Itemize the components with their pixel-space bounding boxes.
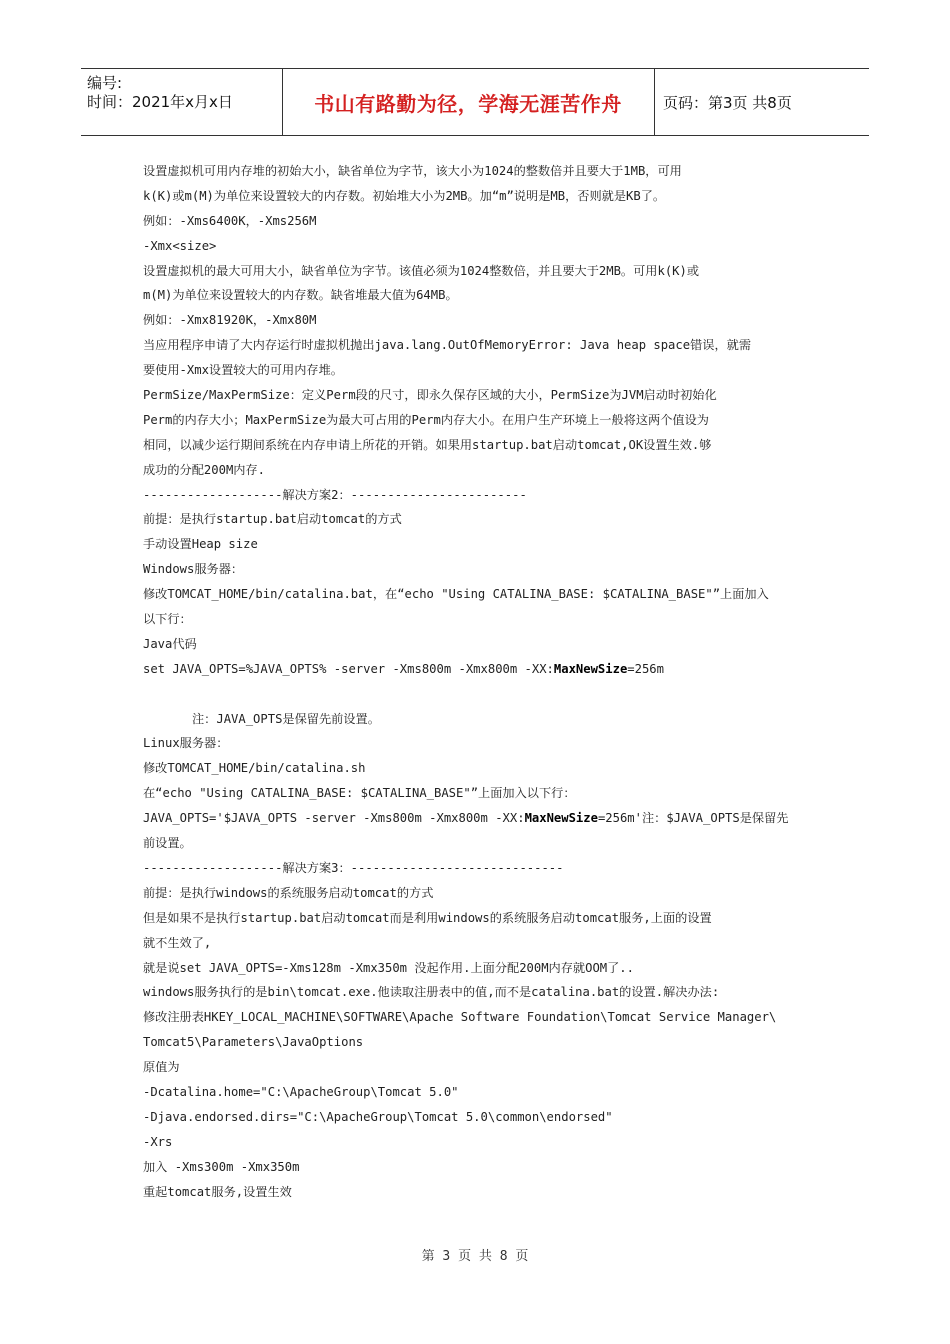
text-line: 前设置。 <box>143 836 192 851</box>
document-date: 时间：2021年x月x日 <box>87 93 233 111</box>
document-body <box>143 159 813 1204</box>
text-line: windows服务执行的是bin\tomcat.exe.他读取注册表中的值,而不是catalina.bat的设置.解决办法: <box>143 985 720 1000</box>
text-line: -------------------解决方案3：----------------------------- <box>143 860 564 875</box>
text-line: -Djava.endorsed.dirs="C:\ApacheGroup\Tomcat 5.0\common\endorsed" <box>143 1109 613 1124</box>
text-line: 在“echo "Using CATALINA_BASE: $CATALINA_BASE"”上面加入以下行： <box>143 786 576 801</box>
code-keyword: MaxNewSize <box>524 811 598 826</box>
text-line: -Xmx<size> <box>143 238 217 253</box>
text-line: 重起tomcat服务,设置生效 <box>143 1184 292 1199</box>
page-footer: 第 3 页 共 8 页 <box>421 1249 529 1264</box>
text-line: 修改TOMCAT_HOME/bin/catalina.bat，在“echo "Using CATALINA_BASE: $CATALINA_BASE"”上面加入 <box>143 587 769 602</box>
text-line: k(K)或m(M)为单位来设置较大的内存数。初始堆大小为2MB。加“m”说明是MB，否则就是KB了。 <box>143 188 666 203</box>
code-text: =256m <box>627 661 664 676</box>
text-line: 前提：是执行windows的系统服务启动tomcat的方式 <box>143 885 434 900</box>
text-line: 相同，以减少运行期间系统在内存申请上所花的开销。如果用startup.bat启动tomcat,OK设置生效.够 <box>143 437 712 452</box>
text-line: Perm的内存大小；MaxPermSize为最大可占用的Perm内存大小。在用户生产环境上一般将这两个值设为 <box>143 412 709 427</box>
text-line: 设置虚拟机可用内存堆的初始大小，缺省单位为字节，该大小为1024的整数倍并且要大于1MB，可用 <box>143 164 682 178</box>
text-line: PermSize/MaxPermSize：定义Perm段的尺寸，即永久保存区域的大小，PermSize为JVM启动时初始化 <box>143 388 717 403</box>
text-line: 要使用-Xmx设置较大的可用内存堆。 <box>143 363 343 378</box>
text-line: -------------------解决方案2：------------------------ <box>143 487 527 502</box>
text-line <box>143 657 813 682</box>
text-line: 就不生效了, <box>143 935 212 950</box>
code-text: =256m'注：$JAVA_OPTS是保留先 <box>597 811 789 826</box>
text-line: 以下行： <box>143 612 192 627</box>
code-text: JAVA_OPTS='$JAVA_OPTS -server -Xms800m -Xmx800m -XX: <box>143 811 525 826</box>
text-line: 例如：-Xmx81920K，-Xmx80M <box>143 313 317 328</box>
text-line: 注：JAVA_OPTS是保留先前设置。 <box>192 711 380 726</box>
text-line: 但是如果不是执行startup.bat启动tomcat而是利用windows的系统服务启动tomcat服务,上面的设置 <box>143 910 712 925</box>
text-line: 修改TOMCAT_HOME/bin/catalina.sh <box>143 761 366 776</box>
text-line: Java代码 <box>143 636 197 651</box>
text-line: 加入 -Xms300m -Xmx350m <box>143 1159 300 1174</box>
text-line: 手动设置Heap size <box>143 537 258 552</box>
document-number-label: 编号: <box>87 74 123 92</box>
code-text: set JAVA_OPTS=%JAVA_OPTS% -server -Xms800m -Xmx800m -XX: <box>143 661 554 676</box>
page-header <box>81 68 869 136</box>
text-line: Tomcat5\Parameters\JavaOptions <box>143 1035 364 1050</box>
text-line: 就是说set JAVA_OPTS=-Xms128m -Xmx350m 没起作用.上面分配200M内存就OOM了.. <box>143 960 634 975</box>
code-keyword: MaxNewSize <box>553 661 628 676</box>
text-line: -Xrs <box>143 1134 173 1149</box>
header-motto: 书山有路勤为径，学海无涯苦作舟 <box>314 91 622 116</box>
text-line: 前提：是执行startup.bat启动tomcat的方式 <box>143 512 402 527</box>
text-line: 原值为 <box>143 1060 180 1075</box>
text-line: 设置虚拟机的最大可用大小，缺省单位为字节。该值必须为1024整数倍，并且要大于2MB。可用k(K)或 <box>143 263 700 278</box>
text-line: m(M)为单位来设置较大的内存数。缺省堆最大值为64MB。 <box>143 288 458 303</box>
header-meta <box>81 69 281 135</box>
text-line: 修改注册表HKEY_LOCAL_MACHINE\SOFTWARE\Apache Software Foundation\Tomcat Service Manager\ <box>143 1010 777 1025</box>
text-line: -Dcatalina.home="C:\ApacheGroup\Tomcat 5.0" <box>143 1084 459 1099</box>
text-line: Linux服务器： <box>143 736 229 751</box>
text-line <box>143 682 813 707</box>
header-page-info: 页码：第3页 共8页 <box>663 93 792 112</box>
text-line: Windows服务器： <box>143 562 244 577</box>
text-line: 例如：-Xms6400K，-Xms256M <box>143 213 317 228</box>
text-line: 成功的分配200M内存. <box>143 462 265 477</box>
text-line: 当应用程序申请了大内存运行时虚拟机抛出java.lang.OutOfMemoryError: Java heap space错误，就需 <box>143 338 752 353</box>
text-line <box>143 806 813 831</box>
